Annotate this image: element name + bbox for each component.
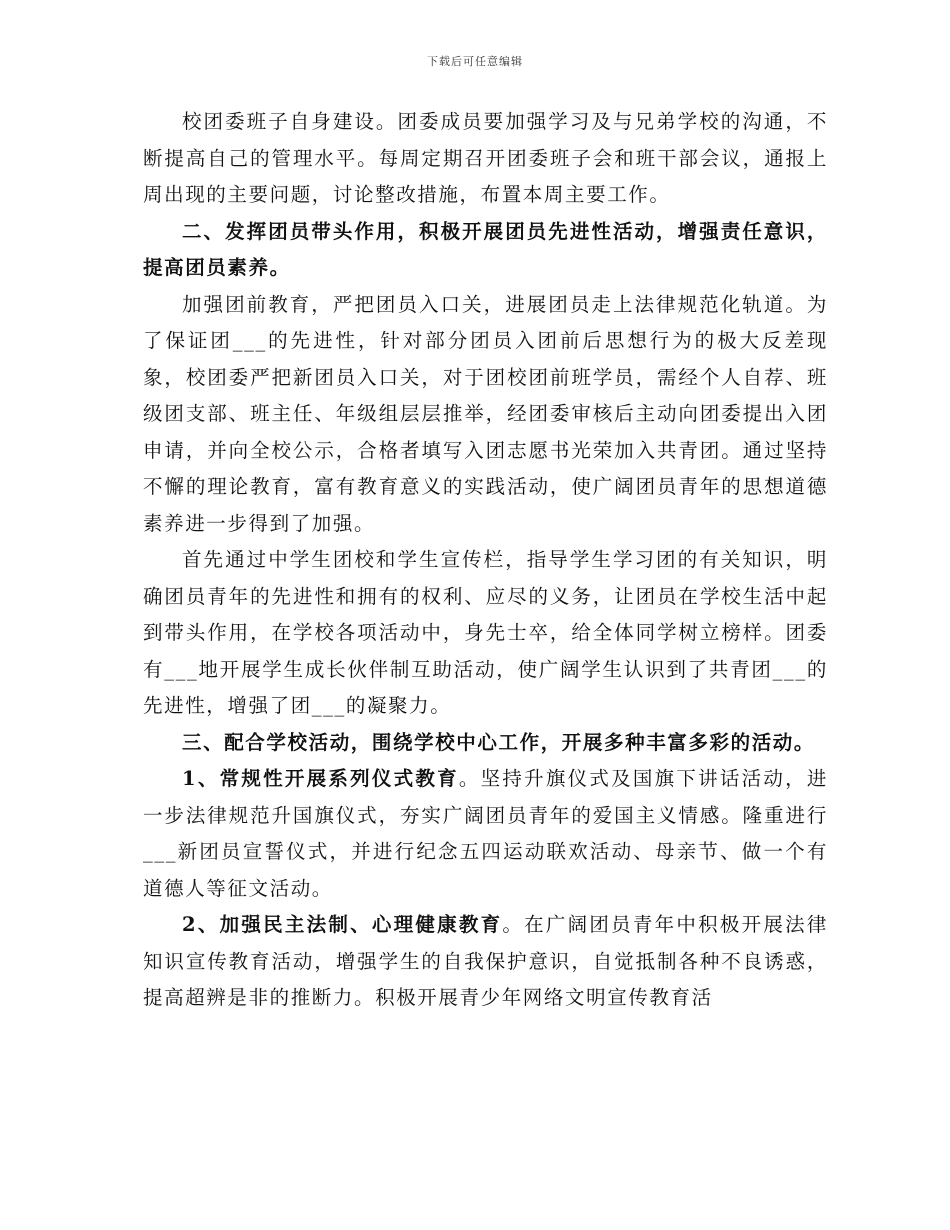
paragraph-pre-admission-education (143, 287, 828, 543)
paragraph-text: 。在广阔团员青年中积极开展法律知识宣传教育活动，增强学生的自我保护意识，自觉抵制各种不良诱惑，提高超辨是非的推断力。积极开展青少年网络文明宣传教育活 (143, 913, 828, 1009)
paragraph-team-building (143, 104, 828, 214)
paragraph-text: 首先通过中学生团校和学生宣传栏，指导学生学习团的有关知识，明确团员青年的先进性和拥有的权利、应尽的义务，让团员在学校生活中起到带头作用，在学校各项活动中，身先士卒，给全体同学树立榜样。团委有___地开展学生成长伙伴制互助活动，使广阔学生认识到了共青团___的先进性，增强了团___的凝聚力。 (143, 548, 828, 717)
paragraph-legal-education (143, 907, 828, 1017)
document-body (143, 104, 828, 1017)
paragraph-lead: 1、常规性开展系列仪式教育 (182, 767, 459, 790)
paragraph-text: 校团委班子自身建设。团委成员要加强学习及与兄弟学校的沟通，不断提高自己的管理水平。每周定期召开团委班子会和班干部会议，通报上周出现的主要问题，讨论整改措施，布置本周主要工作。 (143, 110, 828, 206)
paragraph-league-school (143, 542, 828, 725)
paragraph-text: 加强团前教育，严把团员入口关，进展团员走上法律规范化轨道。为了保证团___的先进性，针对部分团员入团前后思想行为的极大反差现象，校团委严把新团员入口关，对于团校团前班学员，需经个人自荐、班级团支部、班主任、年级组层层推举，经团委审核后主动向团委提出入团申请，并向全校公示，合格者填写入团志愿书光荣加入共青团。通过坚持不懈的理论教育，富有教育意义的实践活动，使广阔团员青年的思想道德素养进一步得到了加强。 (143, 292, 828, 535)
section-heading-2: 二、发挥团员带头作用，积极开展团员先进性活动，增强责任意识，提高团员素养。 (143, 219, 828, 279)
page-header: 下载后可任意编辑 (427, 55, 523, 68)
paragraph-lead: 2、加强民主法制、心理健康教育 (182, 913, 503, 936)
paragraph-ceremony-education (143, 761, 828, 907)
paragraph-text: 。坚持升旗仪式及国旗下讲话活动，进一步法律规范升国旗仪式，夯实广阔团员青年的爱国主义情感。隆重进行___新团员宣誓仪式，并进行纪念五四运动联欢活动、母亲节、做一个有道德人等征文活动。 (143, 767, 828, 900)
section-heading-3: 三、配合学校活动，围绕学校中心工作，开展多种丰富多彩的活动。 (182, 730, 816, 754)
